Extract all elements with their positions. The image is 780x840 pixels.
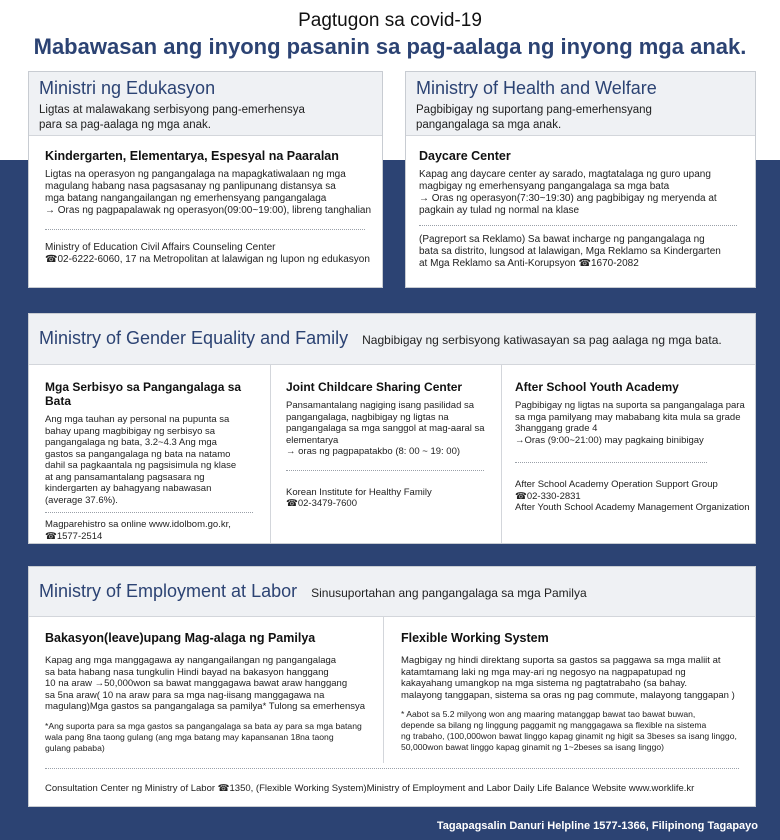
body-line: pagkain ay tulad ng normal na klase	[419, 205, 580, 216]
contact-line: (Pagreport sa Reklamo) Sa bawat incharge ng pangangalaga ng	[419, 234, 705, 245]
family-leave-note	[45, 721, 379, 754]
dotted-divider	[45, 229, 365, 230]
body-line: Magbigay ng hindi direktang suporta sa gastos sa paggawa sa mga maliit at	[401, 655, 721, 666]
body-line: →Oras (9:00~21:00) may pagkaing binibigay	[515, 434, 704, 446]
note-line: gulang pababa)	[45, 742, 105, 753]
body-line: sa bata habang nasa tungkulin Hindi bayad na bakasyon hanggang	[45, 666, 329, 678]
note-line: * Aabot sa 5.2 milyong won ang maaring matanggap bawat tao bawat buwan,	[401, 709, 696, 719]
family-leave-body	[45, 655, 379, 713]
body-line: Pansamantalang nagiging isang pasilidad sa	[286, 400, 475, 411]
body-line: magulang habang nasa pagsasanay ng panlipunang distansya sa	[45, 181, 336, 192]
body-line: Kapag ang mga manggagawa ay nangangailangan ng pangangalaga	[45, 655, 337, 666]
contact-line: ☎1577-2514	[45, 530, 103, 542]
health-card	[405, 71, 756, 288]
education-subtitle-line: para sa pag-aalaga ng mga anak.	[39, 119, 211, 131]
education-contact	[45, 242, 381, 266]
joint-childcare-title: Joint Childcare Sharing Center	[286, 380, 463, 394]
health-body	[419, 169, 753, 217]
labor-card	[28, 566, 756, 807]
body-line: pangangalaga ng bata, 3.2~4.3 Ang mga	[45, 437, 217, 448]
education-section	[45, 149, 381, 266]
family-leave-column	[45, 631, 379, 754]
contact-line: ☎02-3479-7600	[286, 498, 357, 509]
body-line: → oras ng pagpapatakbo (8: 00 ~ 19: 00)	[286, 446, 461, 457]
column-divider	[270, 365, 271, 543]
note-line: wala pang 8na taong gulang (ang mga batang may kapansanan 18na taong	[45, 731, 334, 742]
contact-line: After School Academy Operation Support Group	[515, 479, 718, 490]
flexible-working-note	[401, 709, 753, 753]
joint-childcare-contact	[286, 487, 498, 510]
childcare-service-contact	[45, 519, 267, 542]
health-card-header	[406, 72, 755, 136]
body-line: elementarya	[286, 434, 339, 446]
page-title: Pagtugon sa covid-19	[298, 10, 482, 31]
education-subtitle	[39, 103, 372, 133]
contact-line: ☎02-330-2831	[515, 490, 581, 502]
body-line: kakayahang umangkop na mga sistema ng pagtatrabaho (sa bahay.	[401, 678, 688, 689]
body-line: pangangalaga sa mga sanggol at mag-aaral sa	[286, 423, 485, 434]
body-line: pangangalaga, nagbibigay ng ligtas na	[286, 411, 449, 423]
page-subtitle: Mabawasan ang inyong pasanin sa pag-aalaga ng inyong mga anak.	[33, 34, 747, 59]
health-title: Ministry of Health and Welfare	[416, 78, 657, 98]
body-line: kindergarten ay bahagyang nabawasan	[45, 483, 212, 494]
dotted-divider	[45, 768, 739, 769]
labor-card-header	[29, 567, 755, 617]
body-line: Kapag ang daycare center ay sarado, magtatalaga ng guro upang	[419, 169, 711, 180]
education-card-header	[29, 72, 382, 136]
body-line: gastos sa pangangalaga ng bata na natamo	[45, 448, 231, 460]
body-line: bahay upang magbibigay ng serbisyo sa	[45, 425, 216, 437]
gender-subtitle: Nagbibigay ng serbisyong katiwasayan sa pag aalaga ng mga bata.	[362, 333, 722, 347]
education-subtitle-line: Ligtas at malawakang serbisyong pang-emerhensya	[39, 104, 305, 116]
note-line: 50,000won bawat linggo kapag ginamit ng 1~2beses sa isang linggo)	[401, 742, 665, 752]
labor-title: Ministry of Employment at Labor	[39, 581, 298, 601]
body-line: → Oras ng operasyon(7:30~19:30) ang pagbibigay ng meryenda at	[419, 193, 717, 204]
health-section-title: Daycare Center	[419, 149, 511, 163]
note-line: depende sa bilang ng linggung paggamit ng manggagawa sa flexible na sistema	[401, 720, 707, 730]
health-subtitle	[416, 103, 745, 133]
body-line: dahil sa pagkaantala ng pagsisimula ng klase	[45, 460, 237, 471]
body-line: sa mga pamilyang may mababang kita mula sa grade	[515, 411, 741, 423]
dotted-divider	[515, 462, 707, 463]
contact-line: After Youth School Academy Management Organization	[515, 502, 750, 513]
note-line: *Ang suporta para sa mga gastos sa pangangalaga sa bata ay para sa mga batang	[45, 720, 362, 731]
body-line: sa 5na araw( 10 na araw para sa mga nag-iisang manggagawa na	[45, 689, 325, 701]
helpline-note: Tagapagsalin Danuri Helpline 1577-1366, Filipinong Tagapayo	[436, 820, 758, 832]
body-line: Pagbibigay ng ligtas na suporta sa pangangalaga para	[515, 400, 745, 411]
body-line: magbigay ng emerhensyang pangangalaga sa mga bata	[419, 181, 670, 192]
note-line: ng trabaho, (100,000won bawat linggo kapag ginamit ng higit sa 3beses sa isang linggo,	[401, 731, 737, 741]
gender-card	[28, 313, 756, 544]
column-divider	[501, 365, 502, 543]
education-card	[28, 71, 383, 288]
childcare-service-column	[45, 380, 267, 542]
childcare-service-body	[45, 414, 267, 506]
labor-subtitle: Sinusuportahan ang pangangalaga sa mga Pamilya	[311, 586, 587, 600]
body-line: malayong tanggapan, sistema sa oras ng pag commute, malayong tanggapan )	[401, 689, 735, 701]
body-line: (average 37.6%).	[45, 494, 118, 506]
education-body	[45, 169, 381, 217]
after-school-body	[515, 400, 755, 446]
joint-childcare-column	[286, 380, 498, 510]
labor-footer-contact: Consultation Center ng Ministry of Labor ☎1350, (Flexible Working System)Ministry of Employment and Labor Daily Life Balance Website www.worklife.kr	[45, 783, 695, 794]
body-line: katamtamang laki ng mga may-ari ng negosyo na nagpapatupad ng	[401, 666, 686, 678]
flexible-working-column	[401, 631, 753, 753]
contact-line: Ministry of Education Civil Affairs Counseling Center	[45, 242, 276, 253]
health-contact	[419, 234, 753, 270]
column-divider	[383, 617, 384, 763]
dotted-divider	[45, 512, 253, 513]
contact-line: Korean Institute for Healthy Family	[286, 486, 432, 498]
contact-line: bata sa distrito, lungsod at lalawigan, Mga Reklamo sa Kindergarten	[419, 246, 721, 257]
after-school-contact	[515, 479, 755, 514]
body-line: 10 na araw →50,000won sa bawat manggagawa bawat araw hanggang	[45, 678, 348, 689]
body-line: Ang mga tauhan ay personal na pupunta sa	[45, 414, 230, 425]
joint-childcare-body	[286, 400, 498, 458]
family-leave-title: Bakasyon(leave)upang Mag-alaga ng Pamilya	[45, 631, 316, 645]
gender-card-header	[29, 314, 755, 365]
gender-title: Ministry of Gender Equality and Family	[39, 328, 349, 348]
body-line: mga batang nangangailangan ng emerhensyang pangangalaga	[45, 193, 327, 204]
education-section-title: Kindergarten, Elementarya, Espesyal na Paaralan	[45, 149, 339, 163]
health-subtitle-line: pangangalaga sa mga anak.	[416, 119, 562, 131]
flexible-working-body	[401, 655, 753, 701]
flexible-working-title: Flexible Working System	[401, 631, 549, 645]
health-subtitle-line: Pagbibigay ng suportang pang-emerhensyang	[416, 104, 652, 116]
dotted-divider	[286, 470, 484, 471]
health-section	[419, 149, 753, 270]
body-line: 3hanggang grade 4	[515, 423, 598, 434]
body-line: Ligtas na operasyon ng pangangalaga na mapagkatiwalaan ng mga	[45, 169, 346, 180]
contact-line: at Mga Reklamo sa Anti-Korupsyon ☎1670-2082	[419, 258, 639, 269]
contact-line: ☎02-6222-6060, 17 na Metropolitan at lalawigan ng lupon ng edukasyon	[45, 254, 370, 265]
body-line: magulang)Mga gastos sa pangangalaga sa pamilya* Tulong sa emerhensya	[45, 701, 366, 712]
contact-line: Magparehistro sa online www.idolbom.go.kr,	[45, 519, 231, 530]
body-line: → Oras ng pagpapalawak ng operasyon(09:00~19:00), libreng tanghalian	[45, 205, 372, 216]
education-title: Ministri ng Edukasyon	[39, 78, 216, 98]
after-school-title: After School Youth Academy	[515, 380, 679, 394]
dotted-divider	[419, 225, 737, 226]
childcare-service-title: Mga Serbisyo sa Pangangalaga sa Bata	[45, 380, 242, 408]
body-line: at ang pansamantalang pagsasara ng	[45, 471, 205, 483]
after-school-column	[515, 380, 755, 514]
